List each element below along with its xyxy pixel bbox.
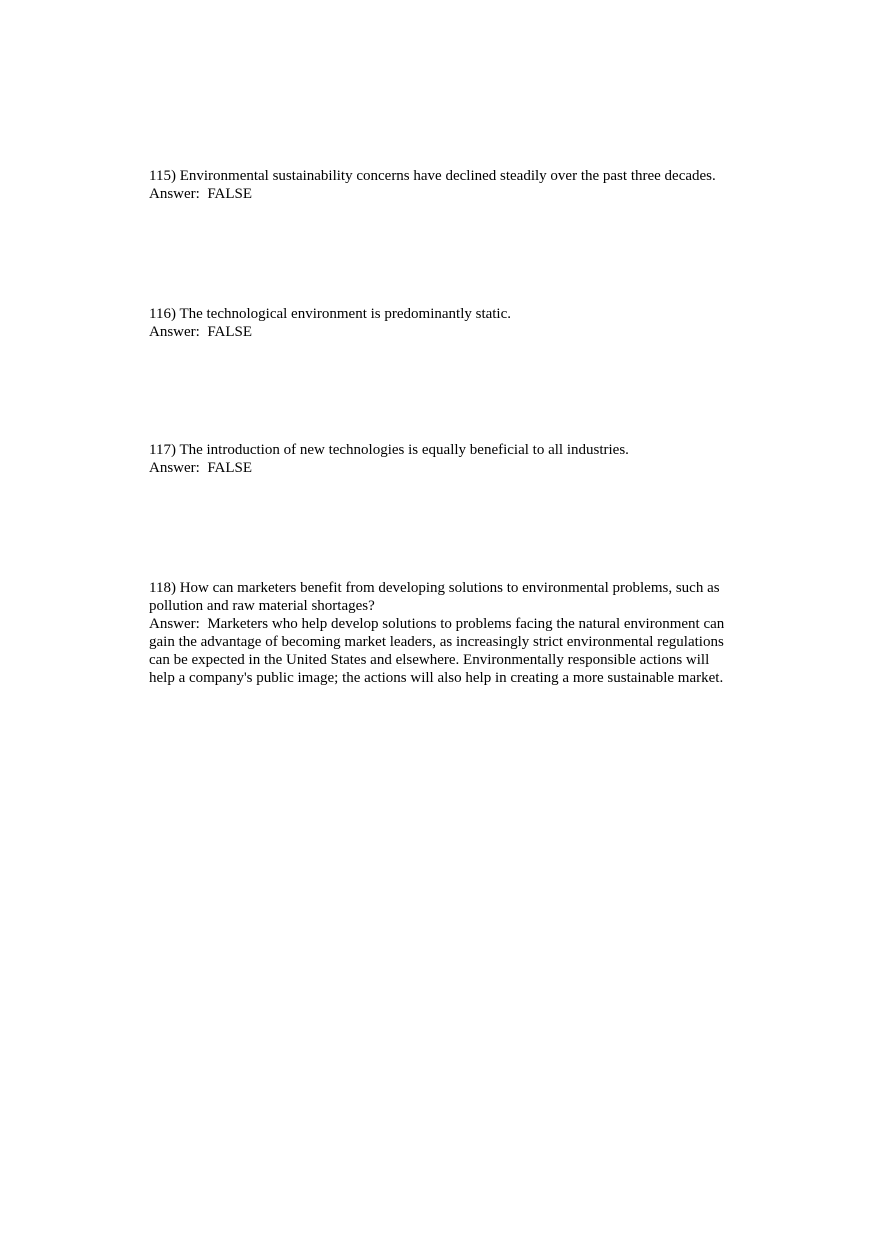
answer-line: help a company's public image; the actions will also help in creating a more sustainable market.: [149, 670, 724, 686]
answer-line: can be expected in the United States and elsewhere. Environmentally responsible actions will: [149, 652, 710, 668]
answer-text: [149, 459, 739, 477]
question-line: 118) How can marketers benefit from developing solutions to environmental problems, such as: [149, 580, 720, 596]
answer-label: Answer:: [149, 616, 200, 632]
question-number: 117): [149, 442, 176, 458]
question-text: [149, 167, 739, 185]
answer-line: gain the advantage of becoming market leaders, as increasingly strict environmental regulations: [149, 634, 724, 650]
question-block-115: [149, 167, 739, 203]
answer-label: Answer:: [149, 460, 200, 476]
question-block-116: [149, 305, 739, 341]
question-number: 118): [149, 580, 176, 596]
answer-value: FALSE: [207, 186, 253, 202]
question-number: 116): [149, 306, 176, 322]
answer-text: [149, 615, 739, 687]
question-body: The technological environment is predominantly static.: [179, 306, 512, 322]
answer-label: Answer:: [149, 324, 200, 340]
question-number: 115): [149, 168, 176, 184]
question-block-118: [149, 579, 739, 687]
answer-text: [149, 185, 739, 203]
question-block-117: [149, 441, 739, 477]
answer-value: FALSE: [207, 324, 253, 340]
question-line: pollution and raw material shortages?: [149, 598, 375, 614]
question-text: [149, 579, 739, 615]
answer-line: Answer: Marketers who help develop solutions to problems facing the natural environment can: [149, 616, 725, 632]
answer-text: [149, 323, 739, 341]
answer-value: FALSE: [207, 460, 253, 476]
question-body: Environmental sustainability concerns have declined steadily over the past three decades.: [179, 168, 716, 184]
answer-label: Answer:: [149, 186, 200, 202]
question-text: [149, 305, 739, 323]
question-text: [149, 441, 739, 459]
question-body: The introduction of new technologies is equally beneficial to all industries.: [179, 442, 629, 458]
